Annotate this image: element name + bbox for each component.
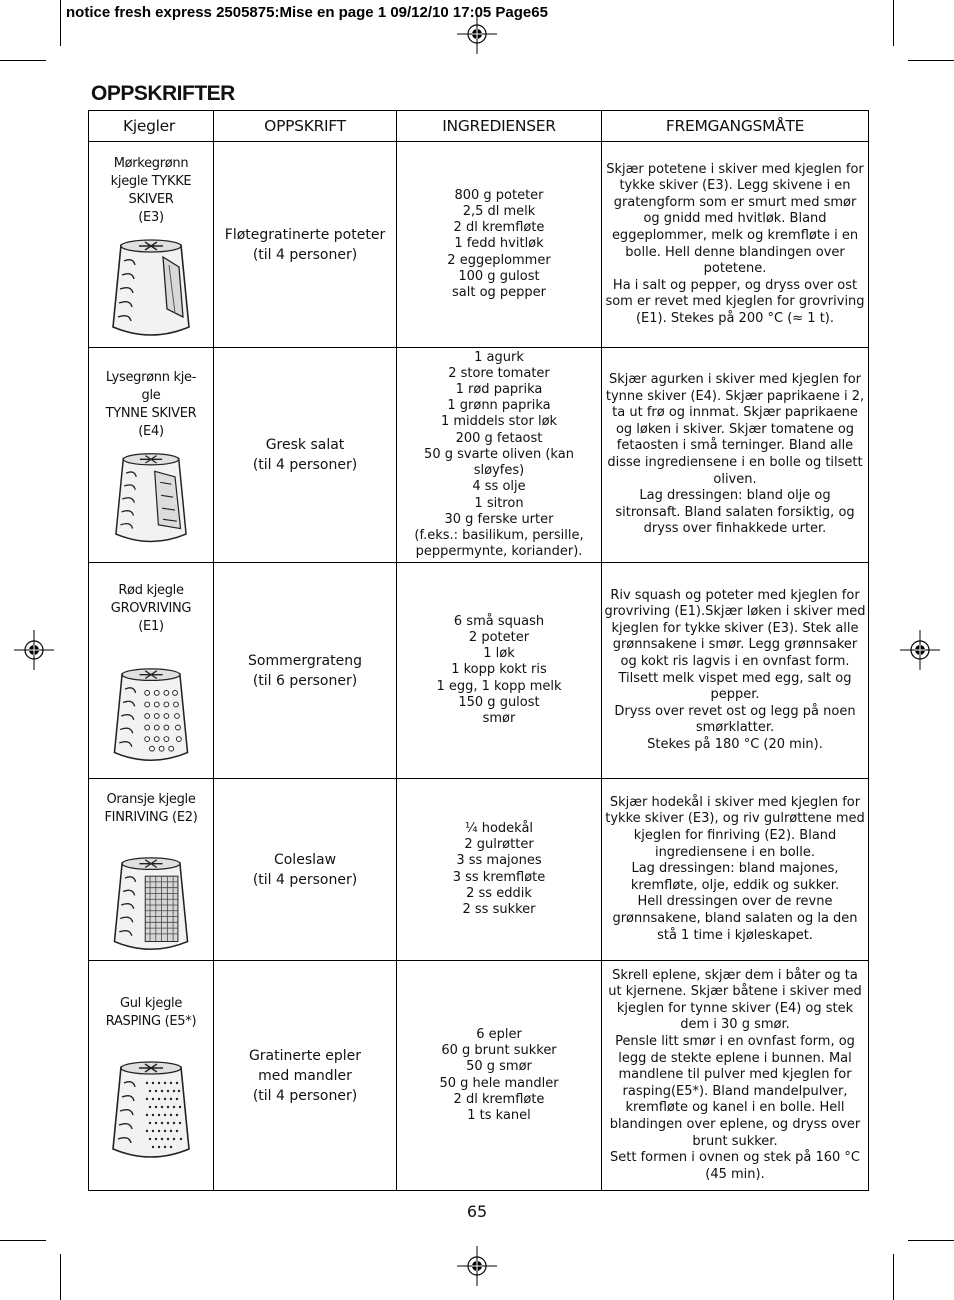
method: Skrell eplene, skjær dem i båter og ta ut kjernene. Skjær båtene i skiver med kjeglen for tynne skiver (E4) og stek dem i 30 g smør. Pensle litt smør i en ovnfast form, og legg de stekte eplene i bunnen. Mal mandlene til pulver med kjeglen for rasping(E5*). Bland mandelpulver, kremfløte og kanel i en bolle. Hell blandingen over eplene, og dryss over brunt sukker. Sett formen i ovnen og stek på 160 °C (45 min).	[602, 961, 869, 1191]
cone-cell	[89, 142, 214, 348]
cone-name: Lysegrønn kje- gle TYNNE SKIVER (E4)	[105, 370, 197, 439]
cone-cell	[89, 961, 214, 1191]
registration-mark-left-icon	[14, 630, 54, 670]
cone-name: Gul kjegle RASPING (E5*)	[105, 995, 197, 1029]
crop-mark-top-right-h	[908, 60, 954, 61]
method: Skjær hodekål i skiver med kjeglen for tykke skiver (E3), og riv gulrøttene med kjeglen for finriving (E2). Bland ingrediensene i en bolle. Lag dressingen: bland majones, kremfløte, olje, eddik og sukker. Hell dressingen over de revne grønnsakene, bland salaten og la den stå 1 time i kjøleskapet.	[602, 779, 869, 961]
ingredients: 6 små squash 2 poteter 1 løk 1 kopp kokt ris 1 egg, 1 kopp melk 150 g gulost smør	[397, 563, 602, 779]
method: Skjær agurken i skiver med kjeglen for tynne skiver (E4). Skjær paprikaene i 2, ta ut frø og innmat. Skjær paprikaene og løken i skiver. Skjær tomatene og fetaosten i små terninger. Bland alle disse ingrediensene i en bolle og tilsett oliven. Lag dressingen: bland olje og sitronsaft. Bland salaten forsiktig, og dryss over finhakkede urter.	[602, 348, 869, 563]
method: Skjær potetene i skiver med kjeglen for tykke skiver (E3). Legg skivene i en gratengform som er smurt med smør og gnidd med hvitløk. Bland eggeplommer, melk og kremfløte i en bolle. Hell denne blandingen over potetene. Ha i salt og pepper, og dryss over ost som er revet med kjeglen for grovriving (E1). Stekes på 200 °C (≈ 1 t).	[602, 142, 869, 348]
recipe-name: Coleslaw (til 4 personer)	[214, 779, 397, 961]
crop-mark-top-left-h	[0, 60, 46, 61]
ingredients: ¼ hodekål 2 gulrøtter 3 ss majones 3 ss kremfløte 2 ss eddik 2 ss sukker	[397, 779, 602, 961]
ingredients: 1 agurk 2 store tomater 1 rød paprika 1 grønn paprika 1 middels stor løk 200 g fetaost 50 g svarte oliven (kan sløyfes) 4 ss olje 1 sitron 30 g ferske urter (f.eks.: basilikum, persille, peppermynte, koriander).	[397, 348, 602, 563]
recipe-table	[88, 110, 869, 1191]
header-method: FREMGANGSMÅTE	[602, 111, 869, 142]
cone-cell	[89, 348, 214, 563]
ingredients: 800 g poteter 2,5 dl melk 2 dl kremfløte 1 fedd hvitløk 2 eggeplommer 100 g gulost salt og pepper	[397, 142, 602, 348]
cone-cell	[89, 563, 214, 779]
page-title: OPPSKRIFTER	[91, 82, 235, 105]
method: Riv squash og poteter med kjeglen for grovriving (E1).Skjær løken i skiver med kjeglen for tykke skiver (E3). Stek alle grønnsakene i smør. Legg grønnsaker og kokt ris lagvis i en ovnfast form. Tilsett melk vispet med egg, salt og pepper. Dryss over revet ost og legg på noen smørklatter. Stekes på 180 °C (20 min).	[602, 563, 869, 779]
crop-mark-top-right-v	[893, 0, 894, 46]
table-header-row	[89, 111, 869, 142]
thick-slicer-cone-icon	[109, 237, 193, 341]
crop-mark-top-left-v	[60, 0, 61, 46]
recipe-name: Gratinerte epler med mandler (til 4 personer)	[214, 961, 397, 1191]
crop-mark-bottom-left-v	[60, 1254, 61, 1300]
coarse-grater-cone-icon	[109, 666, 193, 766]
ingredients: 6 epler 60 g brunt sukker 50 g smør 50 g hele mandler 2 dl kremfløte 1 ts kanel	[397, 961, 602, 1191]
registration-mark-top-icon	[457, 14, 497, 54]
fine-grater-cone-icon	[109, 855, 193, 955]
header-recipe: OPPSKRIFT	[214, 111, 397, 142]
registration-mark-right-icon	[900, 630, 940, 670]
table-row	[89, 142, 869, 348]
table-row	[89, 563, 869, 779]
cone-name: Mørkegrønn kjegle TYKKE SKIVER (E3)	[110, 155, 192, 225]
rasping-cone-icon	[109, 1059, 193, 1163]
crop-mark-bottom-right-h	[908, 1240, 954, 1241]
recipe-name: Gresk salat (til 4 personer)	[214, 348, 397, 563]
recipe-name: Fløtegratinerte poteter (til 4 personer)	[214, 142, 397, 348]
table-row	[89, 961, 869, 1191]
print-slug-line: notice fresh express 2505875:Mise en page 1 09/12/10 17:05 Page65	[66, 4, 548, 21]
cone-cell	[89, 779, 214, 961]
crop-mark-bottom-right-v	[893, 1254, 894, 1300]
table-row	[89, 779, 869, 961]
header-ingredients: INGREDIENSER	[397, 111, 602, 142]
registration-mark-bottom-icon	[457, 1246, 497, 1286]
thin-slicer-cone-icon	[109, 451, 193, 547]
page-number: 65	[466, 1202, 488, 1221]
recipe-name: Sommergrateng (til 6 personer)	[214, 563, 397, 779]
crop-mark-bottom-left-h	[0, 1240, 46, 1241]
cone-name: Rød kjegle GROVRIVING (E1)	[110, 582, 192, 634]
header-cones: Kjegler	[89, 111, 214, 142]
table-row	[89, 348, 869, 563]
cone-name: Oransje kjegle FINRIVING (E2)	[104, 791, 198, 825]
